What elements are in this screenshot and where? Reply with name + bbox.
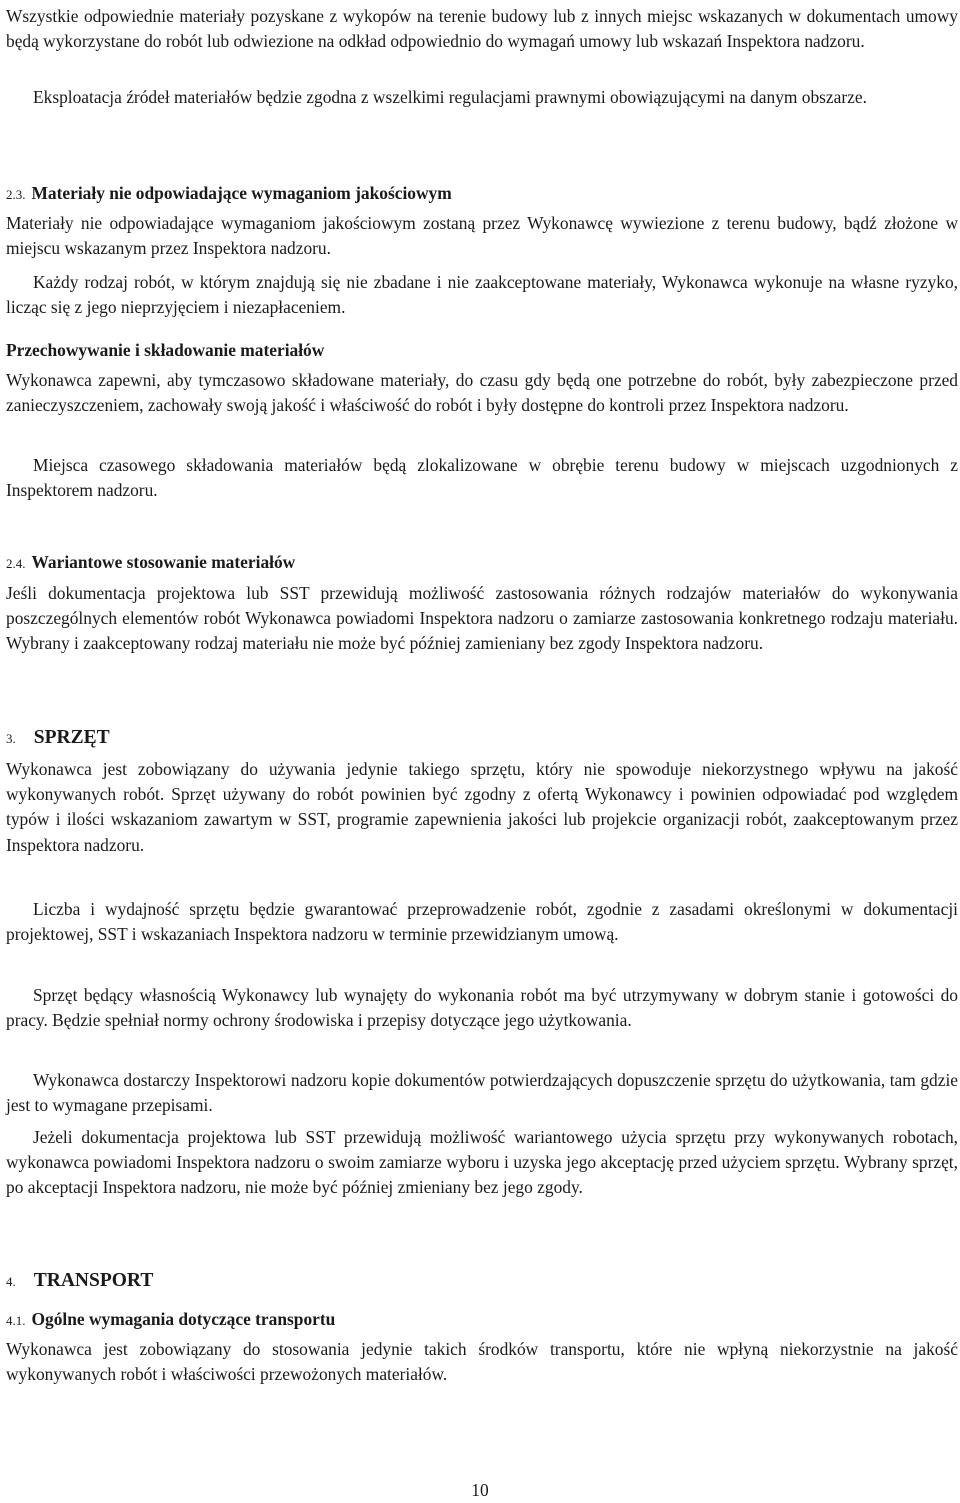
section-number: 2.4.: [6, 556, 26, 571]
paragraph-storage-2: Miejsca czasowego składowania materiałów będą zlokalizowane w obrębie terenu budowy w miejscach uzgodnionych z Inspektorem nadzoru.: [6, 455, 958, 501]
section-number: 2.3.: [6, 187, 26, 202]
paragraph-3-2: Liczba i wydajność sprzętu będzie gwarantować przeprowadzenie robót, zgodnie z zasadami określonymi w dokumentacji projektowej, SST i wskazaniach Inspektora nadzoru w terminie przewidzianym umową.: [6, 899, 958, 945]
section-title: Materiały nie odpowiadające wymaganiom jakościowym: [31, 183, 452, 203]
page-number: 10: [471, 1480, 489, 1500]
section-title: Przechowywanie i składowanie materiałów: [6, 340, 325, 360]
heading-3: [6, 725, 110, 751]
heading-2-3: [6, 181, 452, 207]
section-title: Wariantowe stosowanie materiałów: [31, 552, 296, 572]
section-title: SPRZĘT: [33, 727, 110, 748]
heading-4-1: [6, 1307, 335, 1333]
heading-2-4: [6, 550, 295, 576]
paragraph-intro-2: Eksploatacja źródeł materiałów będzie zgodna z wszelkimi regulacjami prawnymi obowiązującymi na danym obszarze.: [33, 87, 867, 107]
paragraph-3-4: Wykonawca dostarczy Inspektorowi nadzoru kopie dokumentów potwierdzających dopuszczenie sprzętu do użytkowania, tam gdzie jest to wymagane przepisami.: [6, 1070, 958, 1116]
paragraph-storage-1: Wykonawca zapewni, aby tymczasowo składowane materiały, do czasu gdy będą one potrzebne do robót, były zabezpieczone przed zanieczyszczeniem, zachowały swoją jakość i właściwość do robót i były dostępne do kontroli przez Inspektora nadzoru.: [6, 370, 958, 416]
paragraph-2-3-1: Materiały nie odpowiadające wymaganiom jakościowym zostaną przez Wykonawcę wywiezione z terenu budowy, bądź złożone w miejscu wskazanym przez Inspektora nadzoru.: [6, 213, 958, 259]
section-number: 4.: [6, 1274, 16, 1289]
paragraph-2-4-1: Jeśli dokumentacja projektowa lub SST przewidują możliwość zastosowania różnych rodzajów materiałów do wykonywania poszczególnych elementów robót Wykonawca powiadomi Inspektora nadzoru o zamiarze zastosowania konkretnego rodzaju materiału. Wybrany i zaakceptowany rodzaj materiału nie może być później zamieniany bez zgody Inspektora nadzoru.: [6, 583, 958, 654]
paragraph-4-1-1: Wykonawca jest zobowiązany do stosowania jedynie takich środków transportu, które nie wpłyną niekorzystnie na jakość wykonywanych robót i właściwości przewożonych materiałów.: [6, 1339, 958, 1385]
section-number: 3.: [6, 731, 16, 746]
paragraph-3-3: Sprzęt będący własnością Wykonawcy lub wynajęty do wykonania robót ma być utrzymywany w dobrym stanie i gotowości do pracy. Będzie spełniał normy ochrony środowiska i przepisy dotyczące jego użytkowania.: [6, 985, 958, 1031]
paragraph-2-3-2: Każdy rodzaj robót, w którym znajdują się nie zbadane i nie zaakceptowane materiały, Wykonawca wykonuje na własne ryzyko, licząc się z jego nieprzyjęciem i niezapłaceniem.: [6, 272, 958, 318]
paragraph-intro-1: Wszystkie odpowiednie materiały pozyskane z wykopów na terenie budowy lub z innych miejsc wskazanych w dokumentach umowy będą wykorzystane do robót lub odwiezione na odkład odpowiednio do wymagań umowy lub wskazań Inspektora nadzoru.: [6, 6, 958, 52]
paragraph-3-1: Wykonawca jest zobowiązany do używania jedynie takiego sprzętu, który nie spowoduje niekorzystnego wpływu na jakość wykonywanych robót. Sprzęt używany do robót powinien być zgodny z ofertą Wykonawcy i powinien odpowiadać pod względem typów i ilości wskazaniom zawartym w SST, programie zapewnienia jakości lub projekcie organizacji robót, zaakceptowanym przez Inspektora nadzoru.: [6, 759, 958, 855]
paragraph-3-5: Jeżeli dokumentacja projektowa lub SST przewidują możliwość wariantowego użycia sprzętu przy wykonywanych robotach, wykonawca powiadomi Inspektora nadzoru o swoim zamiarze wyboru i uzyska jego akceptację przed użyciem sprzętu. Wybrany sprzęt, po akceptacji Inspektora nadzoru, nie może być później zmieniany bez jego zgody.: [6, 1127, 958, 1198]
heading-4: [6, 1268, 153, 1294]
section-title: TRANSPORT: [33, 1270, 154, 1291]
section-number: 4.1.: [6, 1313, 26, 1328]
section-title: Ogólne wymagania dotyczące transportu: [31, 1309, 336, 1329]
heading-storage: [6, 338, 324, 363]
